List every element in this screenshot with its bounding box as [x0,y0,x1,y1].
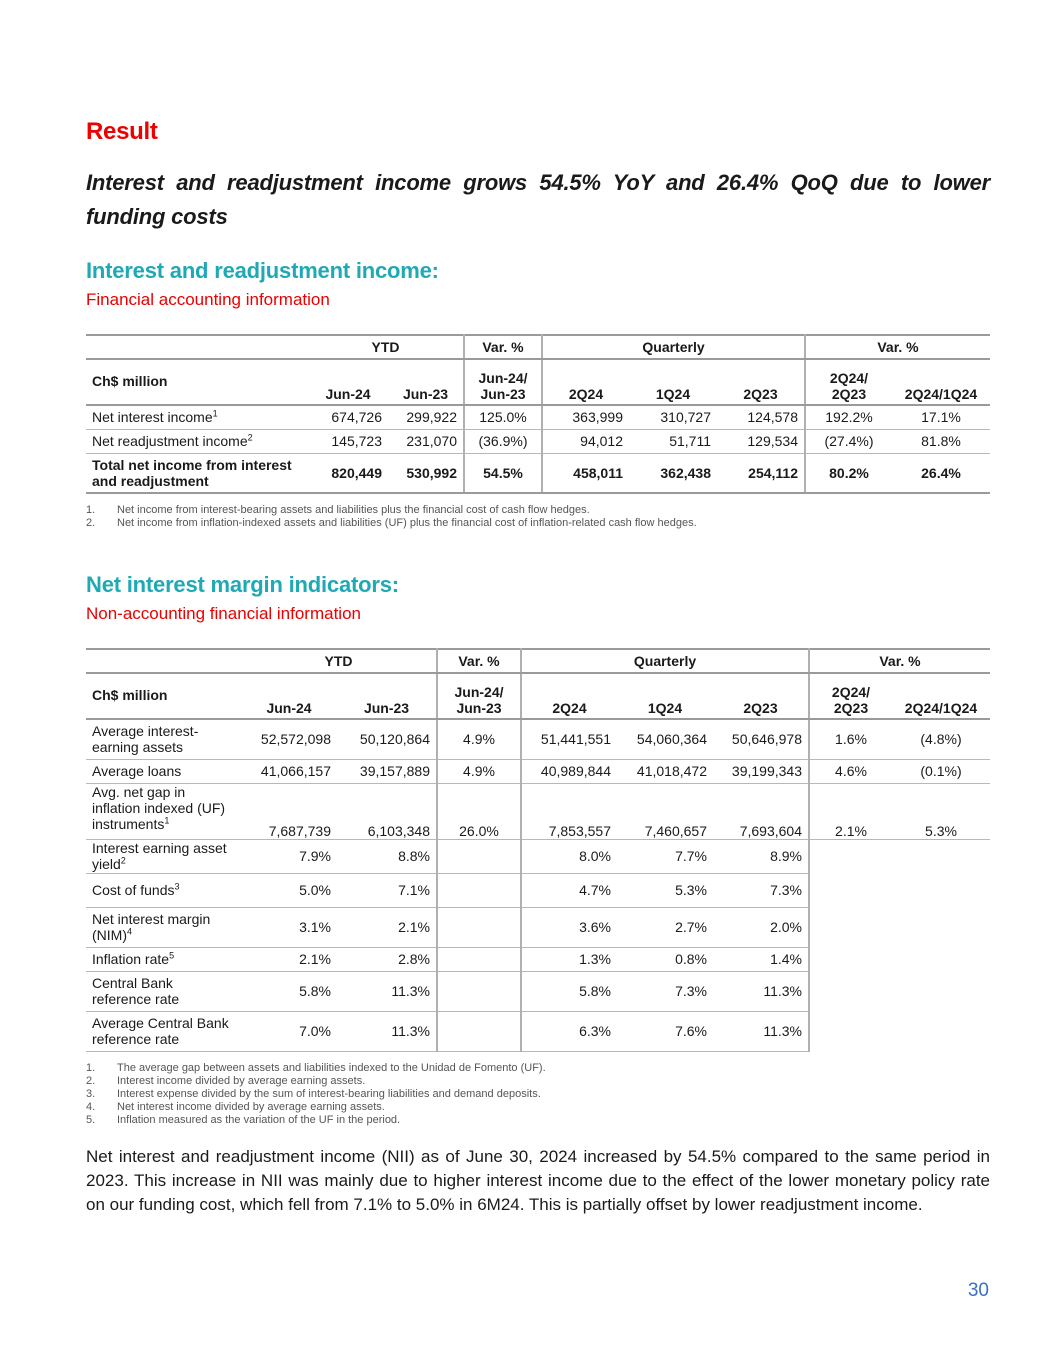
table-cell [892,873,990,907]
section-nim-indicators [86,572,990,1127]
table-cell: 7.7% [617,839,713,873]
table-cell [809,873,892,907]
table-cell: 8.8% [337,839,437,873]
table-cell: 39,157,889 [337,759,437,783]
table-cell: 7.3% [617,971,713,1011]
row-label-text: Net interest income [92,409,213,426]
column-header: 2Q23 [717,359,805,405]
table-cell: 458,011 [542,453,629,493]
table-cell: 8.9% [713,839,809,873]
footnote-text: Interest income divided by average earning assets. [117,1074,366,1087]
row-label [86,873,241,907]
table-cell: 11.3% [337,971,437,1011]
table-cell: 8.0% [521,839,617,873]
table-cell: 52,572,098 [241,719,337,759]
row-label [86,453,308,493]
row-label-text: Avg. net gap in inflation indexed (UF) instruments [92,783,226,832]
table-cell: 51,441,551 [521,719,617,759]
column-header: Jun-24/ Jun-23 [437,673,521,719]
footnote-text: Inflation measured as the variation of the UF in the period. [117,1113,401,1126]
interest-income-table [86,334,990,494]
section2-subtitle: Non-accounting financial information [86,604,361,623]
table-cell: 2.8% [337,947,437,971]
table-cell: 2.7% [617,907,713,947]
page-content [86,118,990,1217]
table-cell: 54.5% [464,453,542,493]
table-cell: 674,726 [308,405,388,429]
group-header-row [86,335,990,359]
column-header: Ch$ million [86,673,241,719]
table-cell: 7,687,739 [241,783,337,839]
table-cell [437,947,521,971]
table-cell: 362,438 [629,453,717,493]
column-header: 2Q23 [713,673,809,719]
row-label-text: Total net income from interest and readjustment [92,456,292,489]
table-cell: 7,853,557 [521,783,617,839]
table-cell: 254,112 [717,453,805,493]
table-cell: 94,012 [542,429,629,453]
table-row [86,453,990,493]
row-label-text: Average interest-earning assets [92,723,199,756]
row-label-text: Inflation rate [92,951,170,967]
table-cell: 11.3% [713,971,809,1011]
table-cell: 2.1% [809,783,892,839]
group-var-ytd: Var. % [464,335,542,359]
footnote [86,517,990,530]
column-header: 1Q24 [617,673,713,719]
footnote-text: Net interest income divided by average earning assets. [117,1100,385,1113]
column-header: 1Q24 [629,359,717,405]
footnote [86,504,990,517]
column-header: 2Q24 [521,673,617,719]
table-row [86,947,990,971]
footnote [86,1114,990,1127]
table-cell: 7,460,657 [617,783,713,839]
column-header: Jun-23 [388,359,464,405]
table-row [86,783,990,839]
group-var-ytd: Var. % [437,649,521,673]
table-cell [437,839,521,873]
footnote-ref: 2 [247,432,253,443]
table-cell [437,971,521,1011]
footnote-ref: 2 [120,855,126,866]
table-cell [892,839,990,873]
row-label-text: Average loans [92,763,182,779]
table-cell [437,907,521,947]
table-cell: 11.3% [337,1011,437,1051]
footnote-number: 2. [86,517,96,529]
column-header: 2Q24/ 2Q23 [805,359,892,405]
table-cell: 231,070 [388,429,464,453]
table-cell: 5.3% [892,783,990,839]
group-quarterly: Quarterly [542,335,805,359]
column-header: 2Q24/1Q24 [892,359,990,405]
column-header: 2Q24/ 2Q23 [809,673,892,719]
table-cell: 7,693,604 [713,783,809,839]
table-cell [809,839,892,873]
table-cell [892,971,990,1011]
footnote-ref: 1 [212,408,218,419]
table-cell: 124,578 [717,405,805,429]
table-cell: (4.8%) [892,719,990,759]
table-cell: 11.3% [713,1011,809,1051]
table-row [86,429,990,453]
footnote-number: 1. [86,1061,96,1074]
footnote [86,1075,990,1088]
table-row [86,873,990,907]
table-cell: 5.8% [521,971,617,1011]
table-cell: 40,989,844 [521,759,617,783]
table-cell: 50,646,978 [713,719,809,759]
table-row [86,1011,990,1051]
footnote-number: 2. [86,1074,96,1087]
footnote [86,1101,990,1114]
column-header: 2Q24 [542,359,629,405]
table-cell: 192.2% [805,405,892,429]
row-label-text: Cost of funds [92,882,175,898]
column-header: Jun-24 [308,359,388,405]
footnote [86,1062,990,1075]
headline: Interest and readjustment income grows 54.5% YoY and 26.4% QoQ due to lower funding costs [86,170,990,229]
column-header: 2Q24/1Q24 [892,673,990,719]
table-cell [437,1011,521,1051]
table-cell: 41,066,157 [241,759,337,783]
table-cell: 4.7% [521,873,617,907]
column-header-row [86,359,990,405]
row-label-text: Net interest margin (NIM) [92,911,211,943]
table-cell: 7.3% [713,873,809,907]
table-cell: 51,711 [629,429,717,453]
row-label [86,947,241,971]
table-cell [809,907,892,947]
table-cell: 1.4% [713,947,809,971]
table-cell: 4.6% [809,759,892,783]
table-cell [809,947,892,971]
row-label-text: Interest earning asset yield [92,840,227,872]
group-ytd: YTD [308,335,464,359]
result-heading: Result [86,118,158,145]
table-cell: 0.8% [617,947,713,971]
table-cell: 3.1% [241,907,337,947]
footnote-ref: 5 [169,950,175,961]
column-header: Ch$ million [86,359,308,405]
table-row [86,907,990,947]
table-cell: 1.6% [809,719,892,759]
nim-indicators-table [86,648,990,1052]
table-cell: 530,992 [388,453,464,493]
footnote-ref: 1 [164,814,170,825]
table-cell: 2.1% [337,907,437,947]
table-row [86,405,990,429]
section1-subtitle: Financial accounting information [86,290,330,309]
table-cell: 1.3% [521,947,617,971]
table-cell: 145,723 [308,429,388,453]
table-cell: (36.9%) [464,429,542,453]
table-cell: 26.0% [437,783,521,839]
column-header-row [86,673,990,719]
row-label [86,1011,241,1051]
table-cell: 6.3% [521,1011,617,1051]
footnote [86,1088,990,1101]
footnote-text: The average gap between assets and liabilities indexed to the Unidad de Fomento (UF). [117,1061,546,1074]
group-var-quarterly: Var. % [809,649,990,673]
row-label [86,759,241,783]
table-cell [892,947,990,971]
table-cell: 5.3% [617,873,713,907]
row-label [86,429,308,453]
table-cell: 7.0% [241,1011,337,1051]
table-cell: 2.0% [713,907,809,947]
footnote-number: 1. [86,504,96,516]
footnote-number: 3. [86,1087,96,1100]
table-row [86,719,990,759]
row-label [86,783,241,839]
table-cell: 129,534 [717,429,805,453]
footnote-text: Net income from inflation-indexed assets and liabilities (UF) plus the financial cost of inflation-related cash flow hedges. [117,517,697,529]
group-empty [86,649,241,673]
group-header-row [86,649,990,673]
column-header: Jun-24 [241,673,337,719]
table-cell: 4.9% [437,719,521,759]
section2-footnotes [86,1062,990,1127]
row-label [86,839,241,873]
row-label-text: Net readjustment income [92,433,248,449]
table-cell: (0.1%) [892,759,990,783]
table-cell [892,907,990,947]
group-quarterly: Quarterly [521,649,809,673]
table-cell: 41,018,472 [617,759,713,783]
table-cell: 26.4% [892,453,990,493]
body-paragraph: Net interest and readjustment income (NII) as of June 30, 2024 increased by 54.5% compared to the same period in 2023. This increase in NII was mainly due to higher interest income due to the effect of the lower monetary policy rate on our funding cost, which fell from 7.1% to 5.0% in 6M24. This is partially offset by lower readjustment income. [86,1146,990,1214]
row-label-text: Central Bank reference rate [92,975,180,1007]
table-cell: 50,120,864 [337,719,437,759]
table-cell: 363,999 [542,405,629,429]
row-label [86,907,241,947]
table-cell: 3.6% [521,907,617,947]
section1-title: Interest and readjustment income: [86,258,439,283]
page-number: 30 [967,1280,989,1301]
group-var-quarterly: Var. % [805,335,990,359]
table-cell: 7.1% [337,873,437,907]
table-cell: 299,922 [388,405,464,429]
section-interest-income [86,258,990,530]
row-label [86,971,241,1011]
table-cell: 820,449 [308,453,388,493]
table-cell: 310,727 [629,405,717,429]
table-row [86,839,990,873]
table-cell: 17.1% [892,405,990,429]
table-cell [437,873,521,907]
table-cell [809,1011,892,1051]
table-cell: 5.0% [241,873,337,907]
table-row [86,971,990,1011]
section2-title: Net interest margin indicators: [86,572,399,597]
table-cell: 2.1% [241,947,337,971]
row-label [86,405,308,429]
table-cell: (27.4%) [805,429,892,453]
column-header: Jun-24/ Jun-23 [464,359,542,405]
table-cell: 39,199,343 [713,759,809,783]
table-cell: 81.8% [892,429,990,453]
footnote-number: 5. [86,1113,96,1126]
table-cell: 80.2% [805,453,892,493]
group-empty [86,335,308,359]
table-cell: 5.8% [241,971,337,1011]
footnote-text: Net income from interest-bearing assets and liabilities plus the financial cost of cash flow hedges. [117,504,590,516]
footnote-number: 4. [86,1100,96,1113]
table-row [86,759,990,783]
table-cell [809,971,892,1011]
column-header: Jun-23 [337,673,437,719]
footnote-ref: 3 [174,881,180,892]
table-cell: 4.9% [437,759,521,783]
group-ytd: YTD [241,649,437,673]
section1-footnotes [86,504,990,530]
footnote-ref: 4 [127,926,133,937]
table-cell: 7.9% [241,839,337,873]
table-cell: 6,103,348 [337,783,437,839]
footnote-text: Interest expense divided by the sum of interest-bearing liabilities and demand deposits. [117,1087,541,1100]
table-cell [892,1011,990,1051]
row-label-text: Average Central Bank reference rate [92,1015,229,1047]
table-cell: 7.6% [617,1011,713,1051]
row-label [86,719,241,759]
table-cell: 54,060,364 [617,719,713,759]
table-cell: 125.0% [464,405,542,429]
